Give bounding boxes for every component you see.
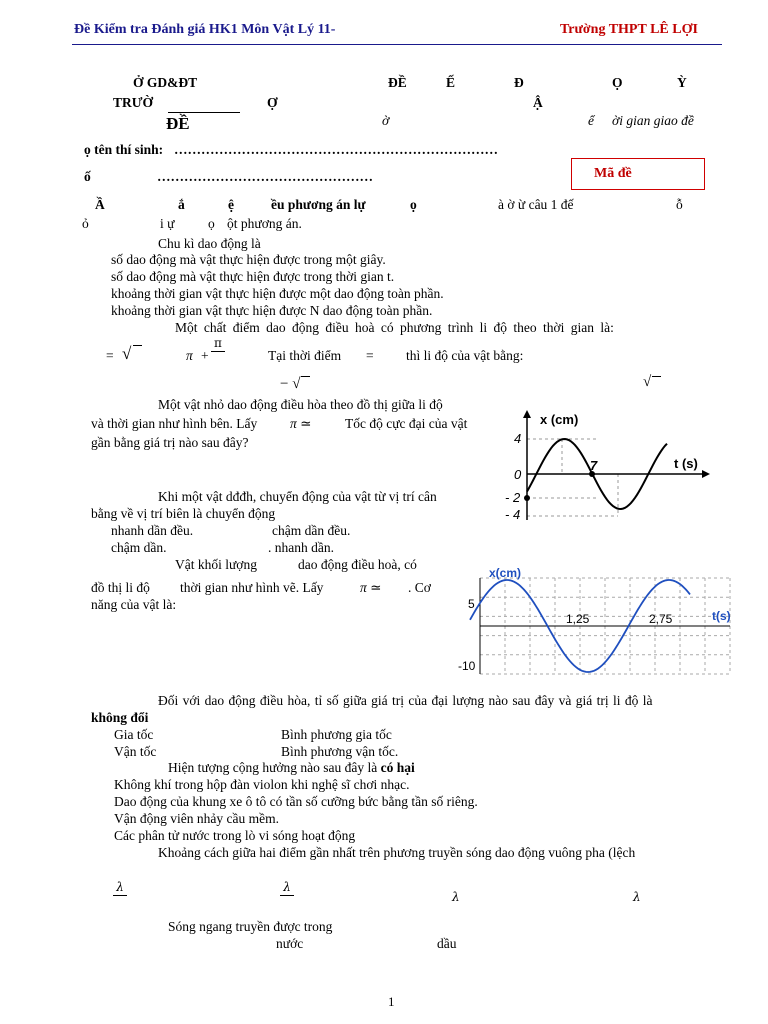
graph-2-tick: 2,75 [649,612,673,626]
instr-frag: ỏ [82,216,89,231]
lambda-symbol: λ [116,880,124,894]
q1-option-b[interactable]: số dao động mà vật thực hiện được trong thời gian t. [111,269,395,284]
q5-line1a: Vật khối lượng [175,557,257,572]
x-arrow [702,470,710,478]
sbd-dots[interactable]: ………………………………………… [157,169,373,184]
q2-tai: Tại thời điểm [268,348,342,363]
q5-line2c: . Cơ [408,580,431,595]
header-title: Đề Kiểm tra Đánh giá HK1 Môn Vật Lý 11- [74,22,336,37]
time-frag-1: ờ [382,113,390,128]
instr-frag: ắ [178,197,185,212]
graph-2-tick: 5 [468,597,475,611]
instr-frag: ột phương án. [227,216,302,231]
q2-plus: + [201,348,209,363]
graph-2-xlabel: t(s) [712,609,731,623]
exam-title-frag-4: Ọ [612,75,623,90]
dept-label: Ở GD&ĐT [133,75,198,90]
instr-frag: i ự [160,216,175,231]
q8-option-d[interactable]: λ [633,890,641,904]
instr-frag: ỗ [676,197,683,212]
underline [168,112,240,113]
graph-1-ylabel: x (cm) [540,412,579,427]
instr-frag: à ờ ừ câu 1 đế [498,197,574,212]
sqrt-bar [652,376,661,377]
q8-stem: Khoảng cách giữa hai điểm gần nhất trên phương truyền sóng dao động vuông pha (lệch [158,845,636,860]
header-rule [72,44,722,45]
q6-line2: không đổi [91,710,149,725]
graph-1-tick: - 2 [505,490,521,505]
q8-option-c[interactable]: λ [452,890,460,904]
instr-frag: ệ [228,197,234,212]
q8-option-a[interactable] [112,880,128,896]
q6-line1: Đối với dao động điều hòa, tỉ số giữa giá trị của đại lượng nào sau đây và giá trị li độ là [158,693,653,708]
q6-option-b[interactable]: Bình phương gia tốc [281,727,392,742]
q5-line2b: thời gian như hình vẽ. Lấy [180,580,324,595]
q3-pi: π ≃ [290,416,312,431]
q3-line3: gần bằng giá trị nào sau đây? [91,435,249,450]
school-frag: Ợ [267,95,278,110]
q4-option-d[interactable]: . nhanh dần. [268,540,334,555]
q6-option-a[interactable]: Gia tốc [114,727,154,742]
q8-option-b[interactable] [279,880,295,896]
q4-line1: Khi một vật dđđh, chuyển động của vật từ vị trí cân [158,489,437,504]
q2-eq-sign: = [106,348,114,363]
name-label: ọ tên thí sinh: [84,142,164,157]
y-arrow [523,410,531,418]
q4-option-b[interactable]: chậm dần đều. [272,523,351,538]
graph-1-tick: - 4 [505,507,521,522]
ma-de-box [571,158,705,190]
graph-1-tick: 0 [514,467,522,482]
sbd-label: ố [84,169,91,184]
q4-option-c[interactable]: chậm dần. [111,540,167,555]
q7-option-c[interactable]: Vận động viên nhảy cầu mềm. [114,811,279,826]
name-dots[interactable]: ……………………………………………………………… [174,142,498,157]
q5-line3: năng của vật là: [91,597,177,612]
graph-2-ylabel: x(cm) [489,566,522,580]
q9-stem: Sóng ngang truyền được trong [168,919,333,934]
q6-option-d[interactable]: Bình phương vận tốc. [281,744,399,759]
q1-stem: Chu kì dao động là [158,236,261,251]
graph-1 [496,408,716,528]
graph-2-tick: -10 [458,659,476,673]
q2-thi: thì li độ của vật bằng: [406,348,524,363]
sqrt-bar [133,345,142,346]
q2-frac-num: π [214,336,222,350]
graph-2 [454,562,744,678]
lambda-symbol: λ [283,880,291,894]
q7-stem [168,760,415,776]
graph-1-tick: 7 [590,458,598,473]
q2-stem: Một chất điểm dao động điều hoà có phương trình li độ theo thời gian là: [175,320,614,335]
page-number: 1 [388,994,395,1009]
q6-option-c[interactable]: Vận tốc [114,744,157,759]
q1-option-c[interactable]: khoảng thời gian vật thực hiện được một dao động toàn phần. [111,286,444,301]
time-frag-2: ể [588,113,594,128]
q2-eq2: = [366,348,374,363]
q1-option-a[interactable]: số dao động mà vật thực hiện được trong một giây. [111,252,386,267]
q7-stem-bold: có hại [380,760,415,775]
graph-1-tick: 4 [514,431,522,446]
exam-title-frag-5: Ỳ [677,75,687,90]
q2-answer-neg-sqrt[interactable]: − √ [280,376,301,392]
graph-2-tick: 1,25 [566,612,590,626]
year-frag: Ậ [533,95,543,110]
exam-title-frag-3: Đ [514,75,524,90]
q4-line2: bằng về vị trí biên là chuyển động [91,506,276,521]
school-label: TRƯỜ [113,95,153,110]
q4-option-a[interactable]: nhanh dần đều. [111,523,194,538]
ma-de-label: Mã đề [594,166,632,181]
q3-line2a: và thời gian như hình bên. Lấy [91,416,258,431]
q5-line1b: dao động điều hoà, có [298,557,417,572]
instr-frag: ọ [208,216,215,231]
q5-line2a: đồ thị li độ [91,580,150,595]
q7-option-b[interactable]: Dao động của khung xe ô tô có tần số cưỡng bức bằng tần số riêng. [114,794,478,809]
q1-option-d[interactable]: khoảng thời gian vật thực hiện được N dao động toàn phần. [111,303,433,318]
q2-sqrt: √ [122,344,132,363]
q9-option-a[interactable]: nước [276,936,304,951]
instr-frag: Ầ [95,197,105,212]
sqrt-bar [301,376,310,377]
q7-option-a[interactable]: Không khí trong hộp đàn violon khi nghệ sĩ chơi nhạc. [114,777,410,792]
q5-pi: π ≃ [360,580,382,595]
graph-1-xlabel: t (s) [674,456,698,471]
q2-answer-sqrt[interactable]: √ [643,374,652,390]
q7-stem-text: Hiện tượng cộng hưởng nào sau đây là [168,760,378,775]
q7-option-d[interactable]: Các phân tử nước trong lò vi sóng hoạt động [114,828,356,843]
graph-1-point [524,495,530,501]
exam-title-frag-2: Ế [446,75,456,90]
instr-frag: ọ [410,197,417,212]
q9-option-b[interactable]: dầu [437,936,457,951]
header-school: Trường THPT LÊ LỢI [560,22,698,37]
de-label: ĐỀ [166,114,190,133]
instr-frag: ều phương án lự [271,197,366,212]
q3-line1: Một vật nhỏ dao động điều hòa theo đồ thị giữa li độ [158,397,443,412]
time-frag-3: ời gian giao đề [612,113,694,128]
exam-title-frag-1: ĐỀ [388,75,407,90]
q2-fraction [210,336,226,352]
q2-pi: π [186,348,193,363]
q3-line2b: Tốc độ cực đại của vật [345,416,468,431]
